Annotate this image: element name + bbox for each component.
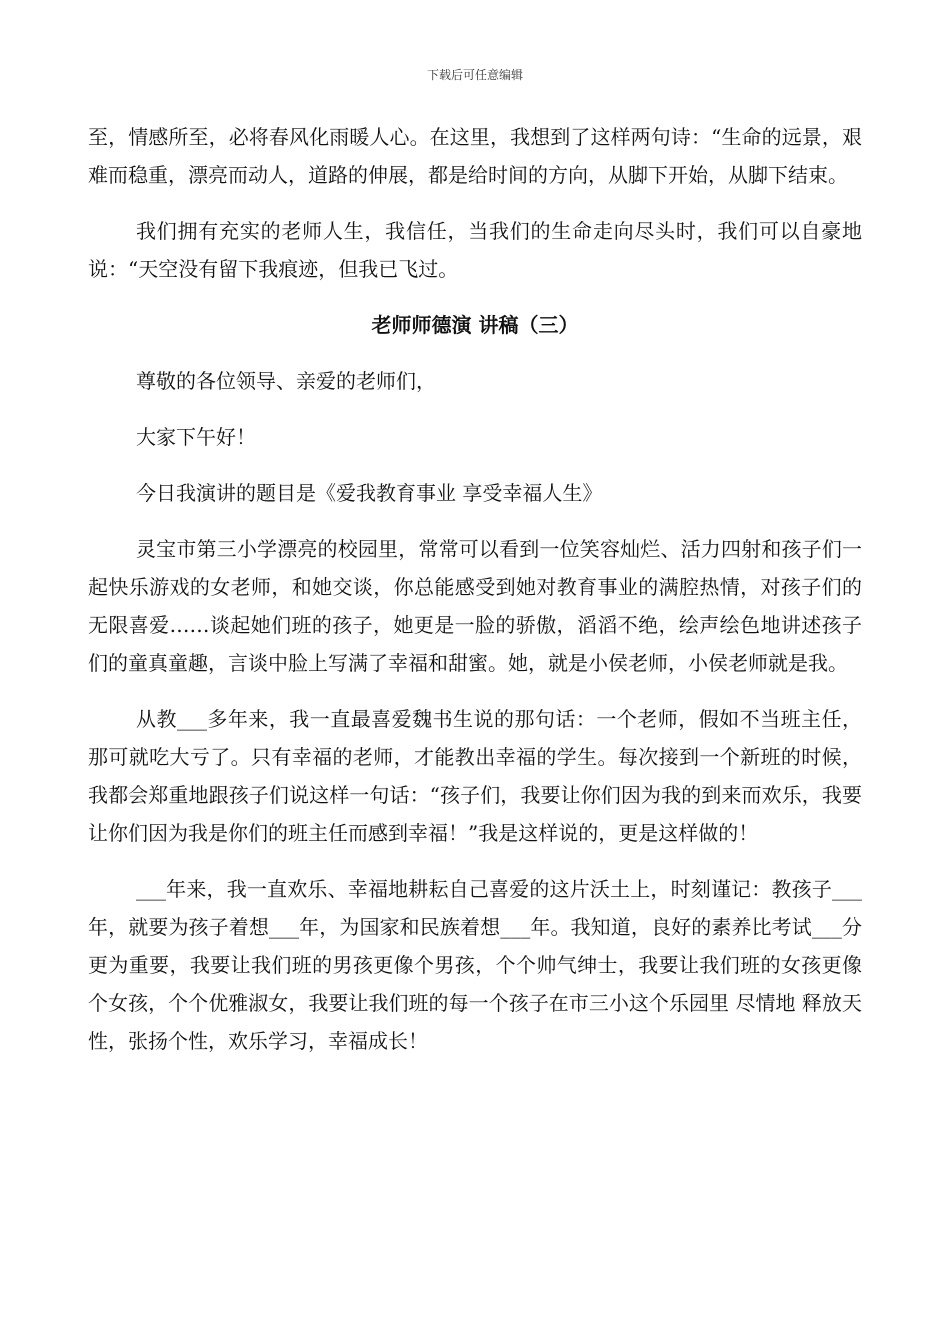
hello: 大家下午好！ bbox=[136, 425, 256, 449]
paragraph-continuation: 至，情感所至，必将春风化雨暖人心。在这里，我想到了这样两句诗：“生命的远景，艰难而稳重，漂亮而动人，道路的伸展，都是给时间的方向，从脚下开始，从脚下结束。 bbox=[88, 125, 862, 187]
section-title: 老师师德演 讲稿（三） bbox=[371, 313, 579, 337]
page-header-note: 下载后可任意编辑 bbox=[426, 68, 523, 82]
document-body bbox=[88, 118, 862, 1078]
topic: 今日我演讲的题目是《爱我教育事业 享受幸福人生》 bbox=[136, 481, 603, 505]
greeting: 尊敬的各位领导、亲爱的老师们， bbox=[136, 369, 436, 393]
body-paragraph-3: ___年来，我一直欢乐、幸福地耕耘自己喜爱的这片沃土上，时刻谨记：教孩子___年，就要为孩子着想___年，为国家和民族着想___年。我知道，良好的素养比考试___分更为重要，我要让我们班的男孩更像个男孩，个个帅气绅士，我要让我们班的女孩更像个女孩，个个优雅淑女，我要让我们班的每一个孩子在市三小这个乐园里 尽情地 释放天性，张扬个性，欢乐学习，幸福成长！ bbox=[88, 877, 862, 1053]
paragraph-closing: 我们拥有充实的老师人生，我信任，当我们的生命走向尽头时，我们可以自豪地说：“天空没有留下我痕迹，但我已飞过。 bbox=[88, 219, 862, 281]
body-paragraph-2: 从教___多年来，我一直最喜爱魏书生说的那句话：一个老师，假如不当班主任，那可就吃大亏了。只有幸福的老师，才能教出幸福的学生。每次接到一个新班的时候，我都会郑重地跟孩子们说这样一句话：“孩子们，我要让你们因为我的到来而欢乐，我要让你们因为我是你们的班主任而感到幸福！”我是这样说的，更是这样做的！ bbox=[88, 707, 862, 845]
body-paragraph-1: 灵宝市第三小学漂亮的校园里，常常可以看到一位笑容灿烂、活力四射和孩子们一起快乐游戏的女老师，和她交谈，你总能感受到她对教育事业的满腔热情，对孩子们的无限喜爱……谈起她们班的孩子，她更是一脸的骄傲，滔滔不绝，绘声绘色地讲述孩子们的童真童趣，言谈中脸上写满了幸福和甜蜜。她，就是小侯老师，小侯老师就是我。 bbox=[88, 537, 862, 675]
